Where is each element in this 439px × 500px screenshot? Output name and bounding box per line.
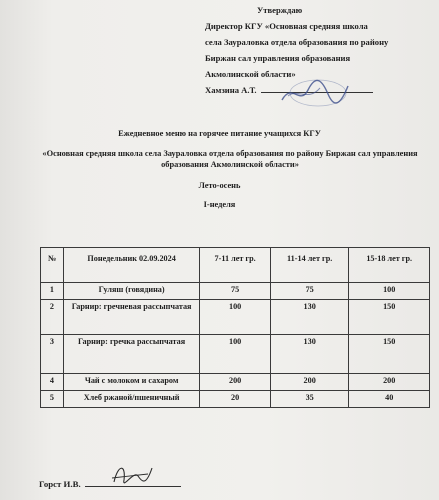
approval-title: Утверждаю xyxy=(257,5,303,15)
header-number: № xyxy=(41,248,64,283)
header-age-7-11: 7-11 лет гр. xyxy=(200,248,271,283)
row-number: 1 xyxy=(41,283,64,300)
portion-15-18: 200 xyxy=(349,374,430,391)
row-number: 3 xyxy=(41,335,64,374)
portion-11-14: 200 xyxy=(270,374,349,391)
approval-signer: Хамзина А.Т. xyxy=(205,85,257,95)
portion-11-14: 130 xyxy=(270,300,349,335)
menu-table xyxy=(40,247,430,408)
portion-15-18: 40 xyxy=(349,391,430,408)
table-row xyxy=(41,283,430,300)
row-number: 4 xyxy=(41,374,64,391)
season-label: Лето-осень xyxy=(198,181,241,190)
portion-7-11: 200 xyxy=(200,374,271,391)
approval-line-3: Биржан сал управления образования xyxy=(205,53,351,63)
portion-11-14: 130 xyxy=(270,335,349,374)
dish-name: Гуляш (говядина) xyxy=(63,283,199,300)
dish-name: Хлеб ржаной/пшеничный xyxy=(63,391,199,408)
table-row xyxy=(41,391,430,408)
menu-title: Ежедневное меню на горячее питание учащихся КГУ xyxy=(118,129,321,138)
portion-7-11: 100 xyxy=(200,300,271,335)
table-row xyxy=(41,300,430,335)
dish-name: Чай с молоком и сахаром xyxy=(63,374,199,391)
week-label: I-неделя xyxy=(203,200,236,209)
table-row xyxy=(41,374,430,391)
table-row xyxy=(41,335,430,374)
dish-name: Гарнир: гречневая рассыпчатая xyxy=(63,300,199,335)
portion-7-11: 100 xyxy=(200,335,271,374)
portion-11-14: 35 xyxy=(270,391,349,408)
header-age-15-18: 15-18 лет гр. xyxy=(349,248,430,283)
approval-line-1: Директор КГУ «Основная средняя школа xyxy=(205,21,368,31)
portion-11-14: 75 xyxy=(270,283,349,300)
portion-15-18: 150 xyxy=(349,335,430,374)
approval-line-2: села Зауралoвка отдела образования по району xyxy=(205,37,389,47)
header-day: Понедельник 02.09.2024 xyxy=(63,248,199,283)
row-number: 2 xyxy=(41,300,64,335)
dish-name: Гарнир: гречка рассыпчатая xyxy=(63,335,199,374)
footer-signer: Горст И.В. xyxy=(39,479,81,489)
portion-7-11: 75 xyxy=(200,283,271,300)
director-signature-stamp xyxy=(278,76,352,110)
handwritten-signature xyxy=(108,460,156,492)
row-number: 5 xyxy=(41,391,64,408)
portion-7-11: 20 xyxy=(200,391,271,408)
school-name: «Основная средняя школа села Зауралoвка отдела образования по району Биржан сал управления образования Акмолинской области» xyxy=(42,149,418,169)
approval-line-4: Акмолинской области» xyxy=(205,69,296,79)
portion-15-18: 150 xyxy=(349,300,430,335)
header-age-11-14: 11-14 лет гр. xyxy=(270,248,349,283)
table-header-row xyxy=(41,248,430,283)
portion-15-18: 100 xyxy=(349,283,430,300)
